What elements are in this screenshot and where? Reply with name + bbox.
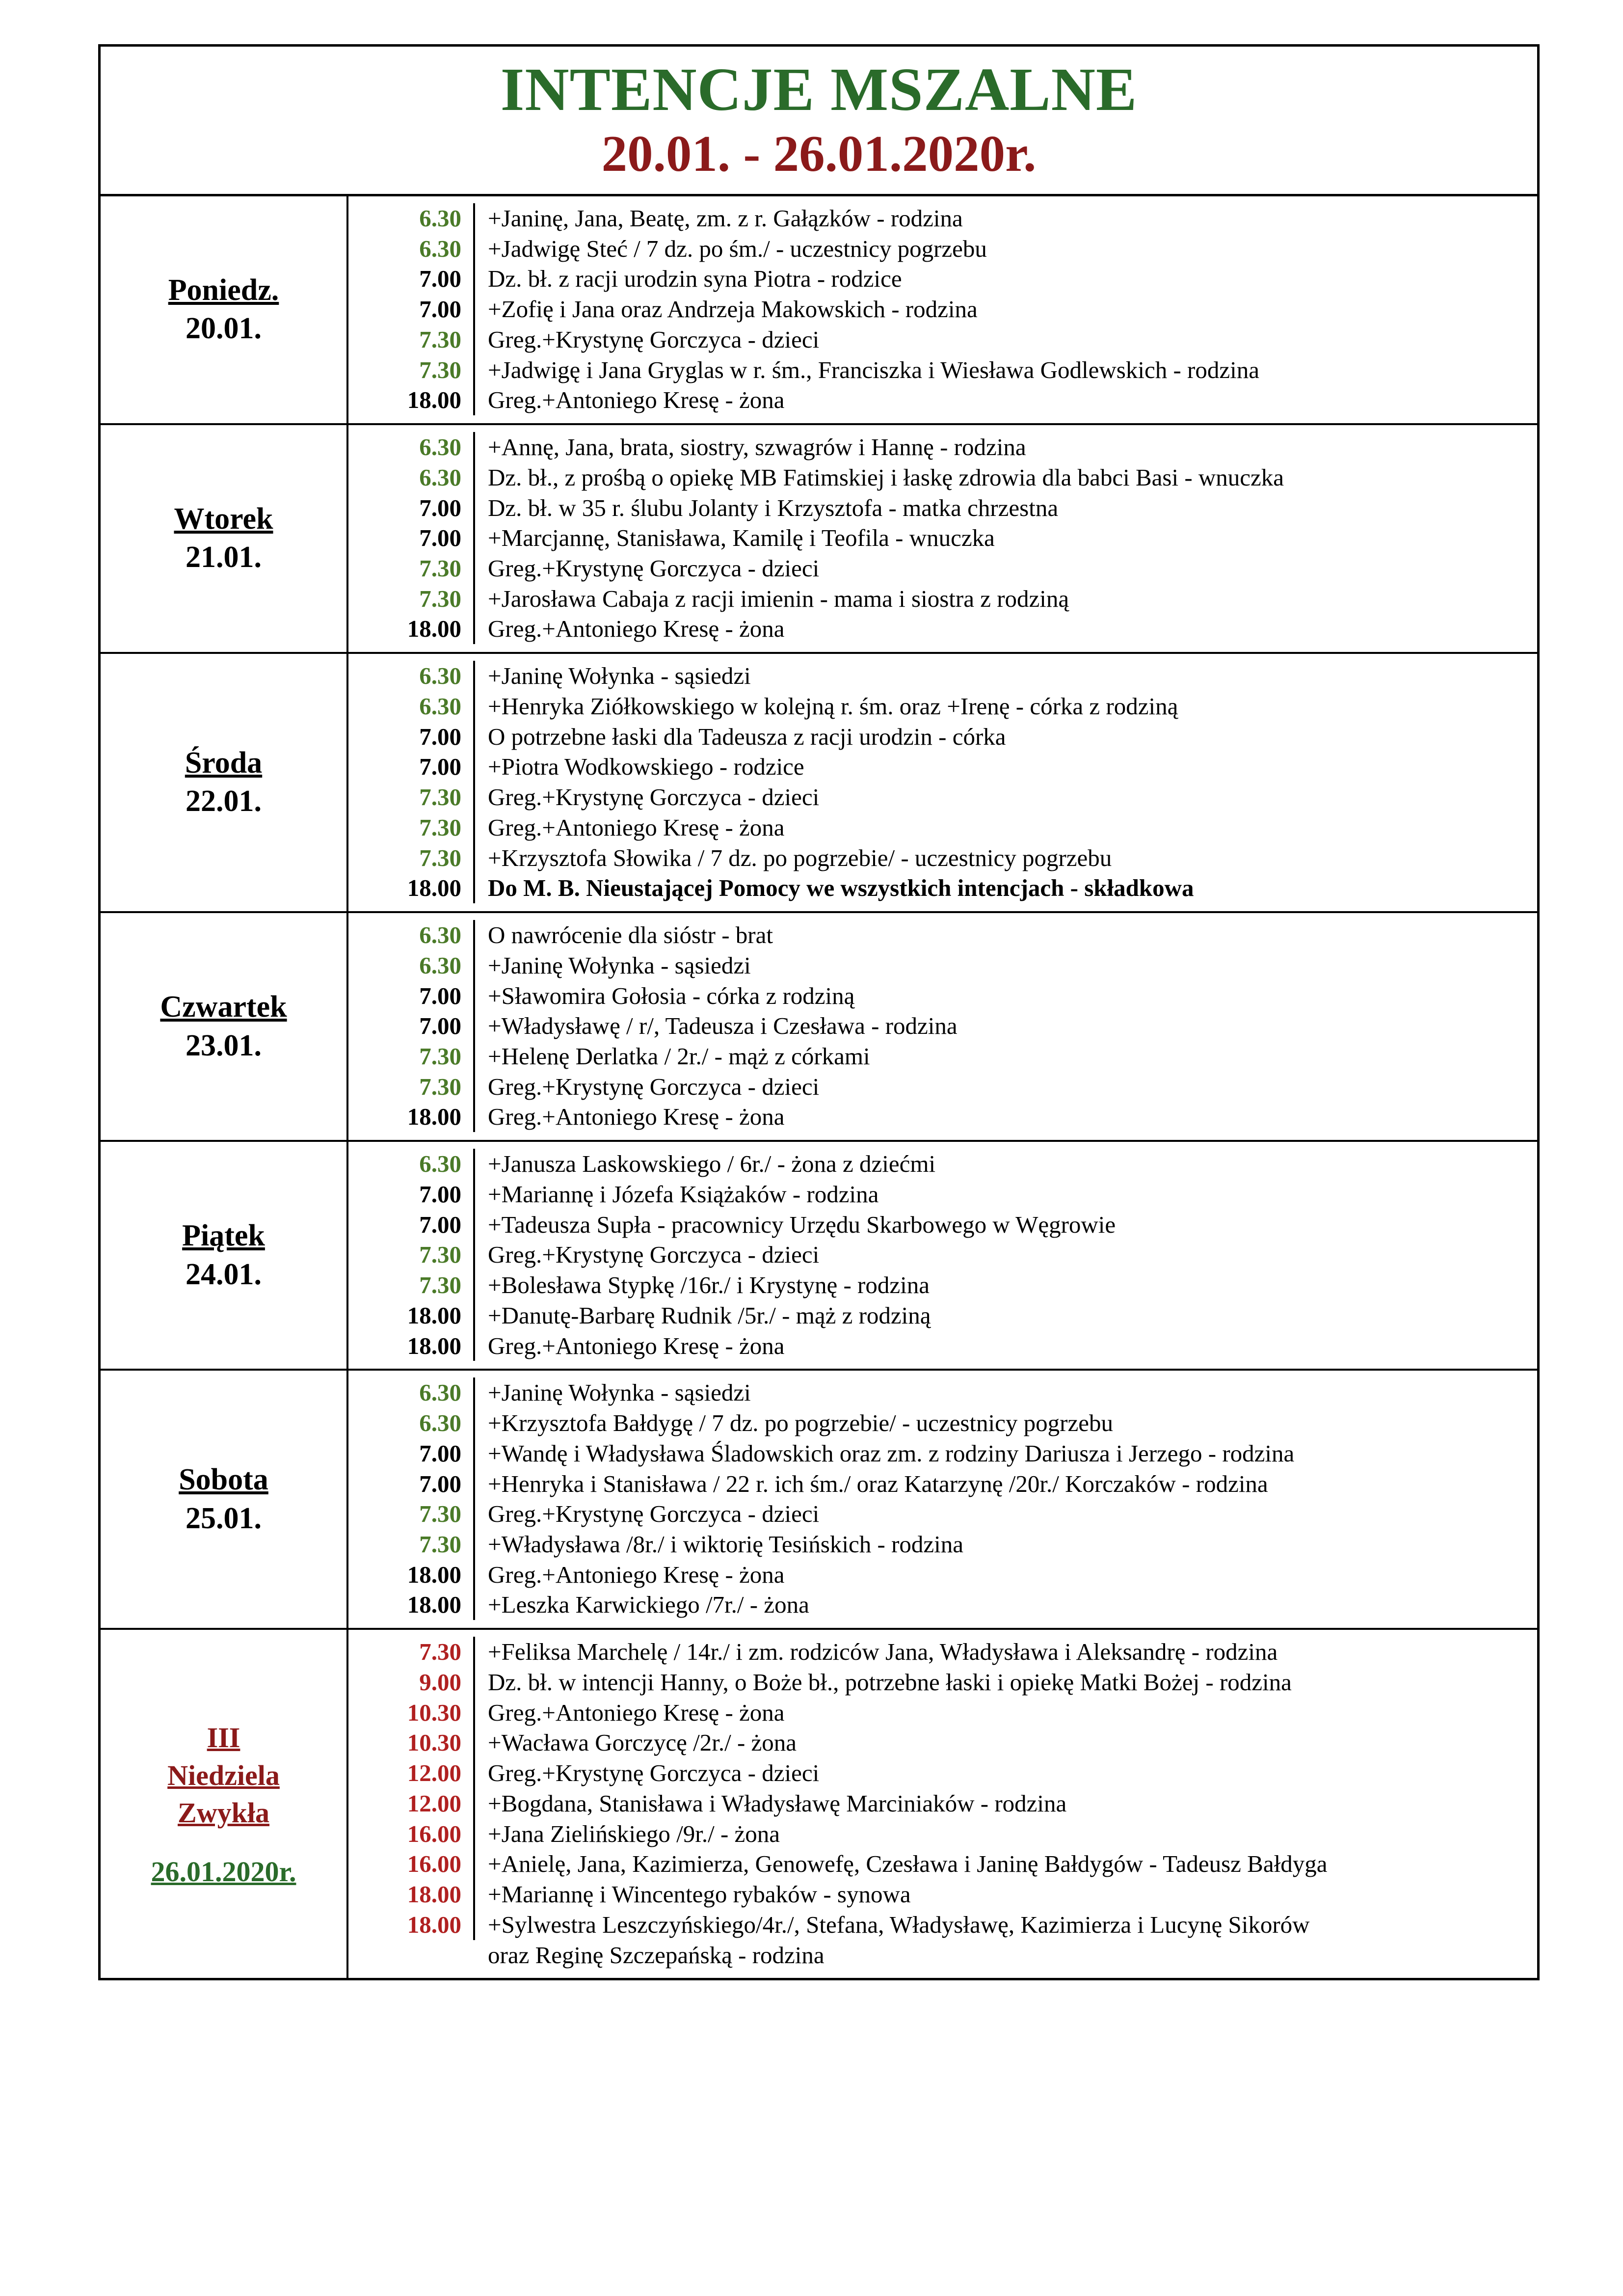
intention-time: 7.30 xyxy=(348,1072,475,1102)
intention-time: 18.00 xyxy=(348,385,475,415)
intention-time: 6.30 xyxy=(348,920,475,950)
intention-row xyxy=(348,1637,1537,1667)
day-label-cell xyxy=(101,654,348,911)
intention-row xyxy=(348,873,1537,903)
intention-row xyxy=(348,1102,1537,1132)
intention-row xyxy=(348,1270,1537,1300)
intention-time: 18.00 xyxy=(348,1560,475,1590)
intention-row xyxy=(348,1499,1537,1529)
intention-row xyxy=(348,234,1537,264)
intention-text: Greg.+Antoniego Kresę - żona xyxy=(488,1699,785,1726)
intention-time: 7.00 xyxy=(348,722,475,752)
intention-text: +Janinę Wołynka - sąsiedzi xyxy=(488,1379,751,1406)
intention-row xyxy=(348,981,1537,1011)
day-label-cell xyxy=(101,196,348,423)
date-range-subtitle: 20.01. - 26.01.2020r. xyxy=(601,124,1037,182)
intention-time: 18.00 xyxy=(348,1590,475,1620)
intention-time: 10.30 xyxy=(348,1698,475,1728)
intention-text: Greg.+Krystynę Gorczyca - dzieci xyxy=(488,1241,820,1269)
intention-text: +Jarosława Cabaja z racji imienin - mama i siostra z rodziną xyxy=(488,585,1069,612)
intention-text: +Piotra Wodkowskiego - rodzice xyxy=(488,753,804,781)
intention-text: +Janusza Laskowskiego / 6r./ - żona z dziećmi xyxy=(488,1150,936,1178)
intention-time: 7.00 xyxy=(348,1469,475,1499)
intention-row xyxy=(348,1529,1537,1560)
intention-row xyxy=(348,661,1537,691)
intention-text: +Bogdana, Stanisława i Władysławę Marciniaków - rodzina xyxy=(488,1789,1067,1817)
intention-row xyxy=(348,1300,1537,1331)
days-container xyxy=(101,196,1537,1978)
intention-text: +Janinę Wołynka - sąsiedzi xyxy=(488,662,751,690)
day-row xyxy=(101,1630,1537,1978)
intention-time: 18.00 xyxy=(348,1331,475,1361)
day-label-cell xyxy=(101,1630,348,1978)
intention-time: 16.00 xyxy=(348,1819,475,1849)
day-label-cell xyxy=(101,1371,348,1628)
intention-row xyxy=(348,920,1537,950)
intention-text: Greg.+Krystynę Gorczyca - dzieci xyxy=(488,1500,820,1528)
intention-text: +Janinę, Jana, Beatę, zm. z r. Gałązków - rodzina xyxy=(488,204,963,232)
intention-time: 12.00 xyxy=(348,1758,475,1788)
day-name: Czwartek xyxy=(160,990,287,1024)
intention-time: 7.30 xyxy=(348,1270,475,1300)
day-date: 24.01. xyxy=(186,1257,262,1291)
intentions-list xyxy=(348,196,1537,423)
intention-text: +Krzysztofa Bałdygę / 7 dz. po pogrzebie/ - uczestnicy pogrzebu xyxy=(488,1409,1113,1437)
intention-row xyxy=(348,264,1537,294)
intention-row xyxy=(348,1240,1537,1270)
intention-text: +Feliksa Marchelę / 14r./ i zm. rodziców Jana, Władysława i Aleksandrę - rodzina xyxy=(488,1638,1278,1666)
day-date: 25.01. xyxy=(186,1501,262,1535)
intention-text: Dz. bł., z prośbą o opiekę MB Fatimskiej i łaskę zdrowia dla babci Basi - wnuczka xyxy=(488,463,1284,491)
intention-time: 7.30 xyxy=(348,324,475,355)
day-date: 22.01. xyxy=(186,784,262,818)
intention-text: Greg.+Krystynę Gorczyca - dzieci xyxy=(488,554,820,582)
intention-row xyxy=(348,1879,1537,1910)
intention-time: 6.30 xyxy=(348,661,475,691)
intention-time: 7.00 xyxy=(348,752,475,782)
intention-time: 7.30 xyxy=(348,584,475,614)
intention-row xyxy=(348,553,1537,584)
intention-text-continuation: oraz Reginę Szczepańską - rodzina xyxy=(488,1941,825,1969)
intention-row xyxy=(348,1910,1537,1940)
intention-time: 7.30 xyxy=(348,843,475,873)
day-label-cell xyxy=(101,1142,348,1369)
intention-time: 7.30 xyxy=(348,1499,475,1529)
intention-text: Do M. B. Nieustającej Pomocy we wszystkich intencjach - składkowa xyxy=(488,874,1194,902)
day-name: Piątek xyxy=(182,1219,265,1253)
intention-text: +Annę, Jana, brata, siostry, szwagrów i Hannę - rodzina xyxy=(488,433,1026,461)
intention-time: 6.30 xyxy=(348,950,475,981)
intention-text: +Henryka Ziółkowskiego w kolejną r. śm. oraz +Irenę - córka z rodziną xyxy=(488,692,1178,720)
intention-text: Greg.+Antoniego Kresę - żona xyxy=(488,1332,785,1359)
intention-time: 7.30 xyxy=(348,1637,475,1667)
day-row xyxy=(101,1371,1537,1630)
intention-row xyxy=(348,752,1537,782)
intention-row xyxy=(348,1849,1537,1879)
intention-text: +Zofię i Jana oraz Andrzeja Makowskich - rodzina xyxy=(488,296,978,323)
intention-row xyxy=(348,1408,1537,1438)
day-row xyxy=(101,425,1537,654)
intention-time: 6.30 xyxy=(348,1149,475,1179)
intention-text: +Krzysztofa Słowika / 7 dz. po pogrzebie/ - uczestnicy pogrzebu xyxy=(488,844,1112,871)
intention-time: 7.30 xyxy=(348,1041,475,1072)
intention-row xyxy=(348,432,1537,462)
intention-text: Greg.+Antoniego Kresę - żona xyxy=(488,1103,785,1131)
intention-row xyxy=(348,1758,1537,1788)
intention-row xyxy=(348,691,1537,722)
intention-time: 7.00 xyxy=(348,1438,475,1469)
intention-row xyxy=(348,1210,1537,1240)
intentions-list xyxy=(348,1630,1537,1978)
intention-time: 6.30 xyxy=(348,1408,475,1438)
intention-time: 6.30 xyxy=(348,234,475,264)
document-header xyxy=(101,47,1537,196)
intention-text: Greg.+Krystynę Gorczyca - dzieci xyxy=(488,1073,820,1100)
intention-time: 7.30 xyxy=(348,782,475,812)
intention-text: +Władysławę / r/, Tadeusza i Czesława - rodzina xyxy=(488,1012,958,1040)
day-label-cell xyxy=(101,425,348,652)
intention-row xyxy=(348,843,1537,873)
day-row xyxy=(101,654,1537,913)
intention-row xyxy=(348,950,1537,981)
intention-row xyxy=(348,385,1537,415)
intention-time: 7.00 xyxy=(348,264,475,294)
intention-time: 18.00 xyxy=(348,614,475,644)
day-name: Sobota xyxy=(179,1463,268,1497)
intention-text: +Helenę Derlatka / 2r./ - mąż z córkami xyxy=(488,1042,870,1070)
intention-text: Greg.+Krystynę Gorczyca - dzieci xyxy=(488,325,820,353)
intention-time: 12.00 xyxy=(348,1788,475,1819)
intention-text: +Sławomira Gołosia - córka z rodziną xyxy=(488,982,855,1009)
intention-time: 18.00 xyxy=(348,1879,475,1910)
intention-time: 6.30 xyxy=(348,1378,475,1408)
intention-row xyxy=(348,355,1537,385)
intention-text: Greg.+Krystynę Gorczyca - dzieci xyxy=(488,783,820,811)
intention-row xyxy=(348,584,1537,614)
mass-intentions-sheet xyxy=(98,44,1540,1980)
intention-time: 6.30 xyxy=(348,203,475,234)
day-name: III Niedziela Zwykła xyxy=(167,1722,280,1829)
page-title: INTENCJE MSZALNE xyxy=(500,56,1138,124)
intention-row xyxy=(348,1469,1537,1499)
day-label-cell xyxy=(101,913,348,1140)
day-date: 26.01.2020r. xyxy=(151,1855,296,1888)
intention-row xyxy=(348,1819,1537,1849)
intention-time: 7.00 xyxy=(348,1179,475,1210)
intention-text: Greg.+Krystynę Gorczyca - dzieci xyxy=(488,1759,820,1787)
intention-text: Greg.+Antoniego Kresę - żona xyxy=(488,386,785,414)
intention-row xyxy=(348,812,1537,843)
intention-text: +Mariannę i Józefa Książaków - rodzina xyxy=(488,1180,879,1208)
day-row xyxy=(101,913,1537,1142)
intention-text: +Jana Zielińskiego /9r./ - żona xyxy=(488,1820,780,1847)
intention-text: +Marcjannę, Stanisława, Kamilę i Teofila - wnuczka xyxy=(488,524,995,552)
intention-text: Greg.+Antoniego Kresę - żona xyxy=(488,1561,785,1588)
intention-text: +Leszka Karwickiego /7r./ - żona xyxy=(488,1591,809,1619)
intention-row xyxy=(348,493,1537,523)
intention-row xyxy=(348,1331,1537,1361)
intention-time: 7.30 xyxy=(348,355,475,385)
intention-time: 6.30 xyxy=(348,432,475,462)
intention-time: 6.30 xyxy=(348,462,475,493)
day-date: 23.01. xyxy=(186,1028,262,1062)
intention-text: +Anielę, Jana, Kazimierza, Genowefę, Czesława i Janinę Bałdygów - Tadeusz Bałdyga xyxy=(488,1850,1328,1878)
intentions-list xyxy=(348,654,1537,911)
intention-row xyxy=(348,614,1537,644)
intention-time: 7.00 xyxy=(348,1011,475,1041)
intention-row xyxy=(348,1788,1537,1819)
intention-row xyxy=(348,1438,1537,1469)
intention-time: 7.00 xyxy=(348,493,475,523)
intention-row xyxy=(348,1149,1537,1179)
intention-text: Dz. bł. w intencji Hanny, o Boże bł., potrzebne łaski i opiekę Matki Bożej - rodzina xyxy=(488,1668,1292,1696)
day-name: Środa xyxy=(185,746,263,780)
intention-row xyxy=(348,203,1537,234)
day-date: 20.01. xyxy=(186,312,262,346)
intention-text: +Wacława Gorczycę /2r./ - żona xyxy=(488,1729,797,1756)
intention-text: Greg.+Antoniego Kresę - żona xyxy=(488,615,785,643)
intention-row xyxy=(348,1378,1537,1408)
intention-time: 18.00 xyxy=(348,1300,475,1331)
intention-time: 7.30 xyxy=(348,812,475,843)
intention-row-continuation xyxy=(348,1940,1537,1971)
intention-text: +Danutę-Barbarę Rudnik /5r./ - mąż z rodziną xyxy=(488,1301,931,1329)
day-row xyxy=(101,1142,1537,1371)
intention-row xyxy=(348,1011,1537,1041)
intention-row xyxy=(348,1041,1537,1072)
intention-text: +Janinę Wołynka - sąsiedzi xyxy=(488,951,751,979)
intention-time: 10.30 xyxy=(348,1728,475,1758)
intention-row xyxy=(348,294,1537,324)
intention-time: 7.00 xyxy=(348,981,475,1011)
intention-text: Dz. bł. w 35 r. ślubu Jolanty i Krzysztofa - matka chrzestna xyxy=(488,494,1059,521)
intention-time: 18.00 xyxy=(348,1102,475,1132)
intention-text: +Jadwigę i Jana Gryglas w r. śm., Franciszka i Wiesława Godlewskich - rodzina xyxy=(488,356,1259,383)
intention-time: 7.00 xyxy=(348,1210,475,1240)
intention-row xyxy=(348,1667,1537,1698)
intention-time: 7.30 xyxy=(348,1240,475,1270)
intention-row xyxy=(348,1072,1537,1102)
day-name: Wtorek xyxy=(174,502,273,536)
intention-time: 6.30 xyxy=(348,691,475,722)
intention-row xyxy=(348,324,1537,355)
intention-time: 7.00 xyxy=(348,294,475,324)
intention-text: +Henryka i Stanisława / 22 r. ich śm./ oraz Katarzynę /20r./ Korczaków - rodzina xyxy=(488,1470,1268,1497)
intention-time: 9.00 xyxy=(348,1667,475,1698)
intention-time: 7.30 xyxy=(348,1529,475,1560)
intention-text: +Sylwestra Leszczyńskiego/4r./, Stefana, Władysławę, Kazimierza i Lucynę Sikorów xyxy=(488,1911,1310,1938)
intention-text: +Jadwigę Steć / 7 dz. po śm./ - uczestnicy pogrzebu xyxy=(488,235,987,262)
day-date: 21.01. xyxy=(186,540,262,574)
intention-row xyxy=(348,1728,1537,1758)
intention-row xyxy=(348,1590,1537,1620)
intention-row xyxy=(348,1560,1537,1590)
intention-time: 7.30 xyxy=(348,553,475,584)
day-row xyxy=(101,196,1537,425)
intention-text: O potrzebne łaski dla Tadeusza z racji urodzin - córka xyxy=(488,723,1006,750)
intention-text: +Władysława /8r./ i wiktorię Tesińskich - rodzina xyxy=(488,1531,964,1558)
intention-text: +Bolesława Stypkę /16r./ i Krystynę - rodzina xyxy=(488,1271,930,1299)
day-name: Poniedz. xyxy=(168,273,279,307)
intention-row xyxy=(348,1698,1537,1728)
intentions-list xyxy=(348,1371,1537,1628)
intention-time: 18.00 xyxy=(348,873,475,903)
intentions-list xyxy=(348,1142,1537,1369)
intention-row xyxy=(348,523,1537,553)
intention-text: +Wandę i Władysława Śladowskich oraz zm. z rodziny Dariusza i Jerzego - rodzina xyxy=(488,1439,1295,1467)
intention-text: Greg.+Antoniego Kresę - żona xyxy=(488,813,785,841)
intention-row xyxy=(348,722,1537,752)
intentions-list xyxy=(348,913,1537,1140)
intention-time: 16.00 xyxy=(348,1849,475,1879)
intention-time: 7.00 xyxy=(348,523,475,553)
intention-text: Dz. bł. z racji urodzin syna Piotra - rodzice xyxy=(488,265,902,293)
intention-row xyxy=(348,782,1537,812)
intention-row xyxy=(348,1179,1537,1210)
intention-text: +Tadeusza Supła - pracownicy Urzędu Skarbowego w Węgrowie xyxy=(488,1211,1116,1238)
intention-row xyxy=(348,462,1537,493)
intention-text: O nawrócenie dla sióstr - brat xyxy=(488,921,773,949)
intention-time: 18.00 xyxy=(348,1910,475,1940)
intentions-list xyxy=(348,425,1537,652)
intention-text: +Mariannę i Wincentego rybaków - synowa xyxy=(488,1881,911,1908)
